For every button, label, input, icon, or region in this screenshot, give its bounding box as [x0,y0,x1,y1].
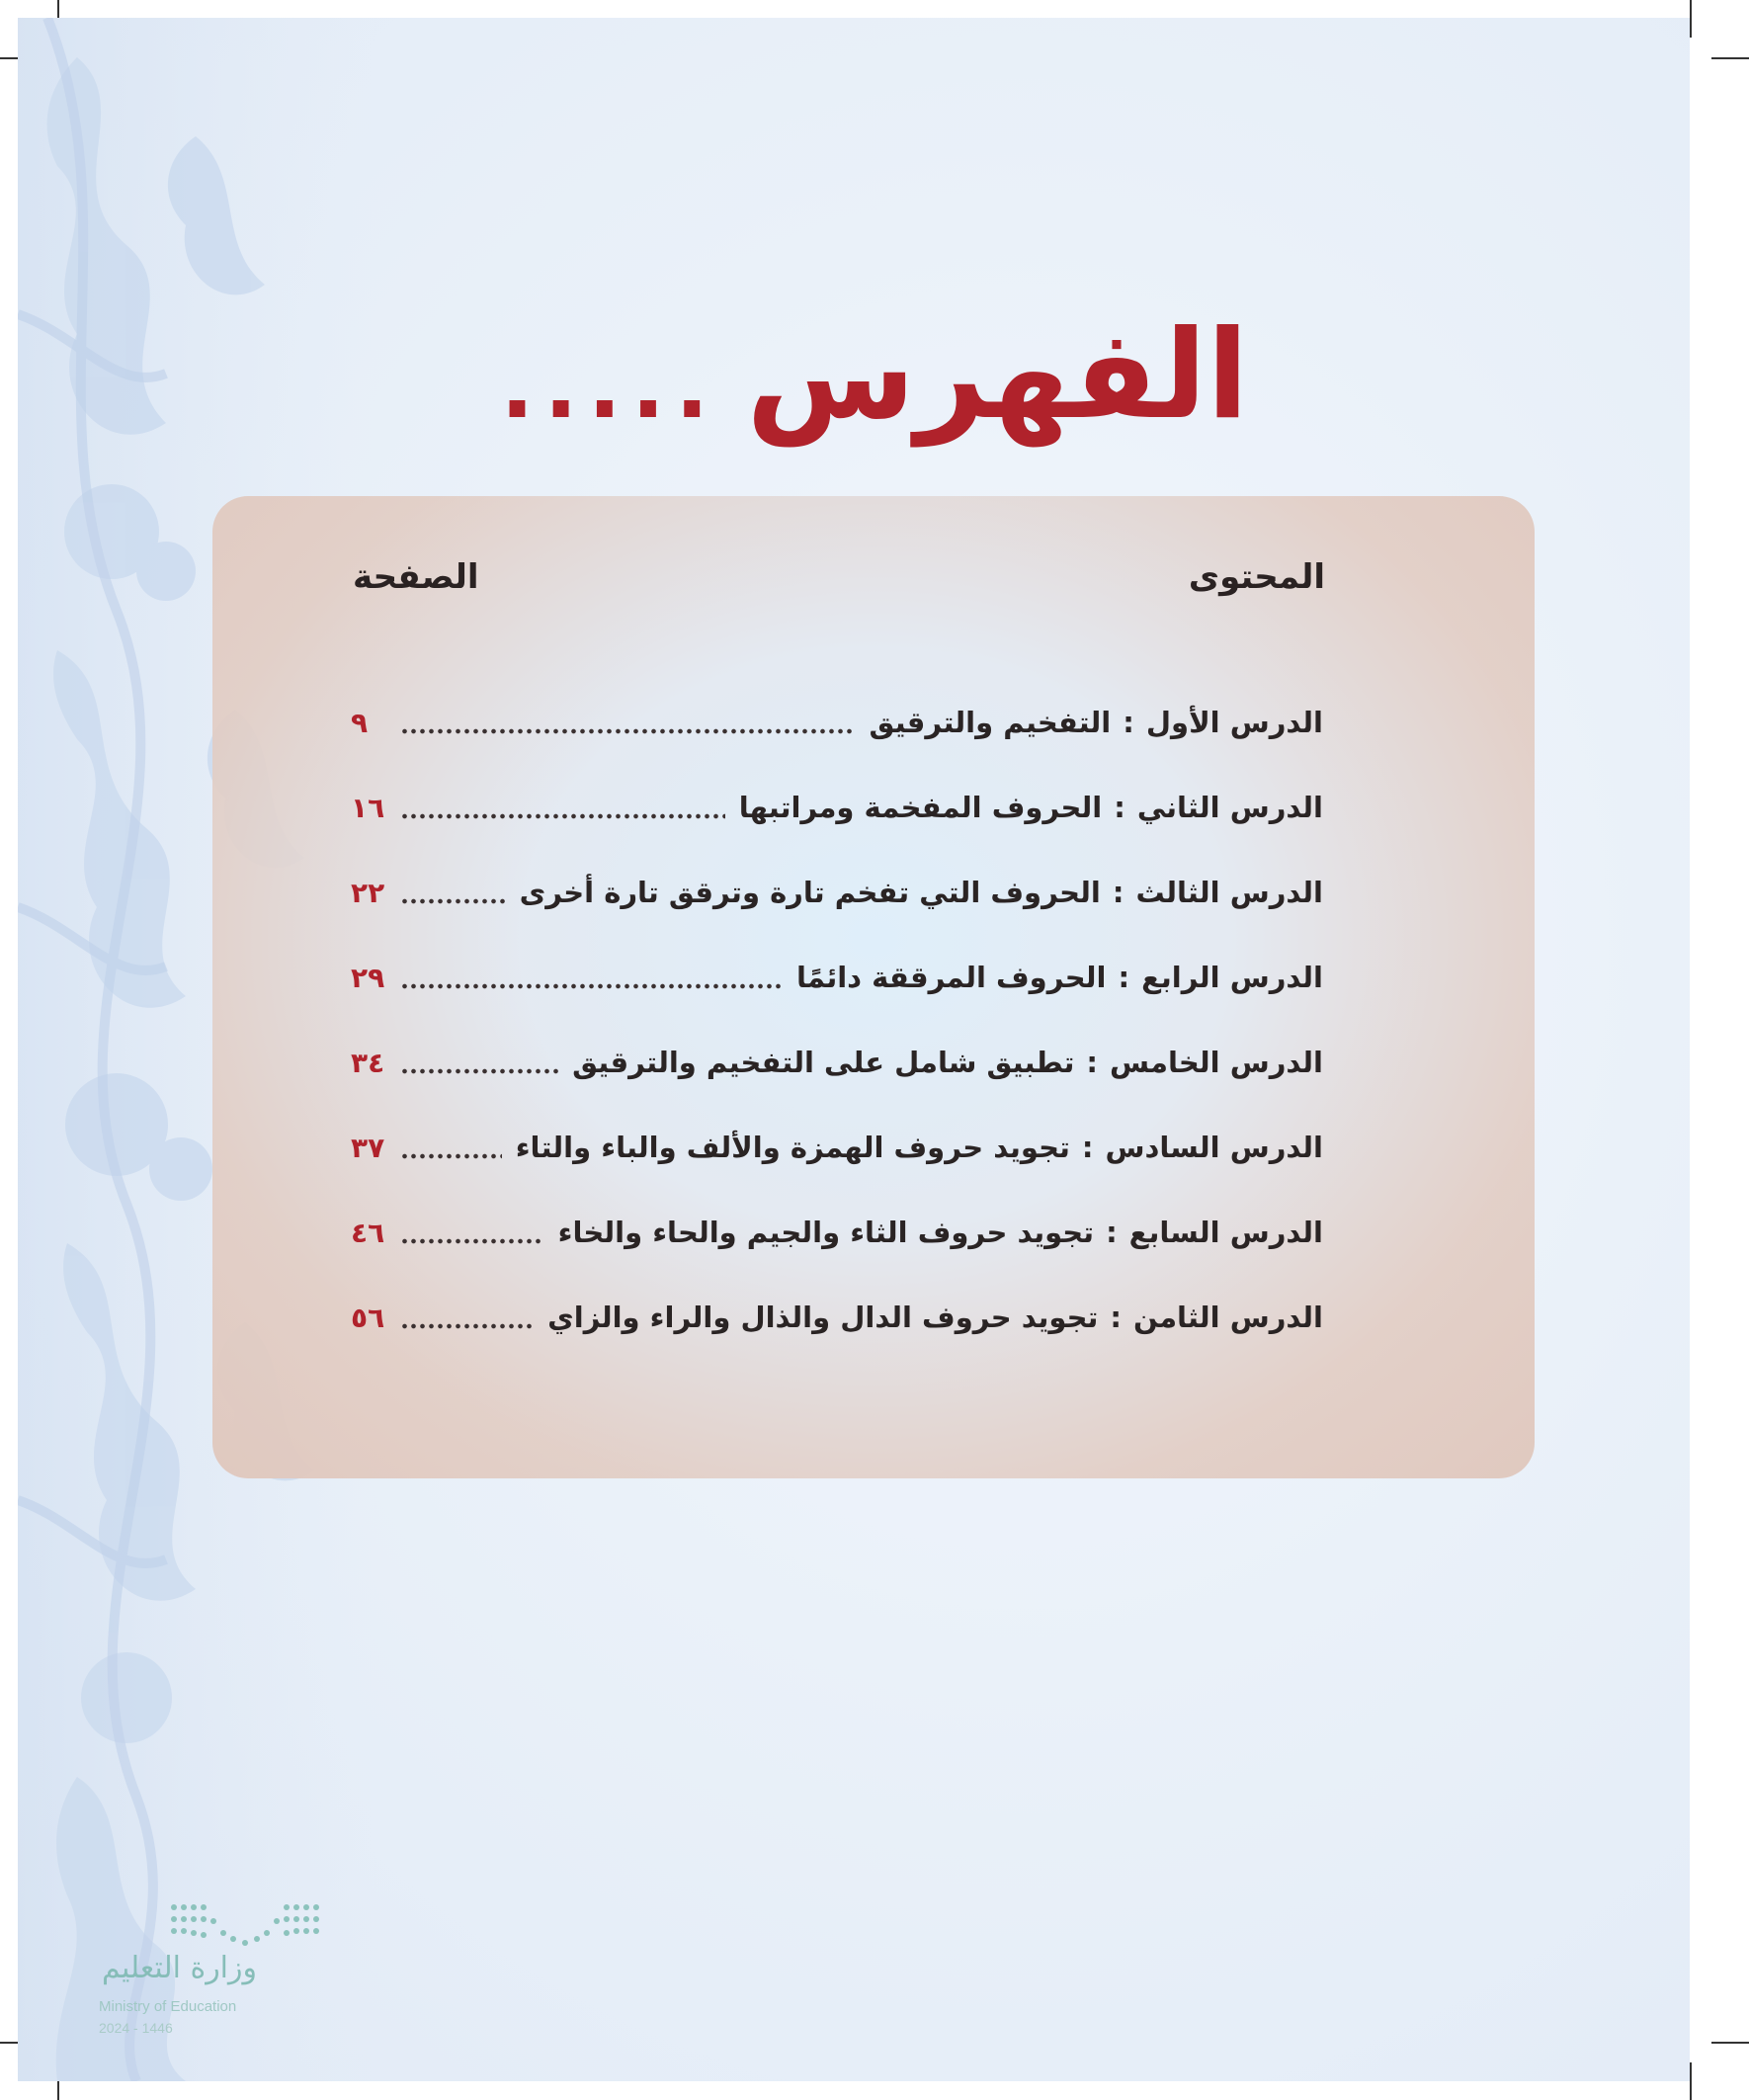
ministry-name-english: Ministry of Education [99,1998,237,2015]
title-dots: ..... [500,335,719,439]
crop-mark [1690,0,1692,38]
lesson-topic: التفخيم والترقيق [869,706,1112,739]
page-number: ١٦ [351,791,385,824]
lesson-topic: الحروف التي تفخم تارة وترقق تارة أخرى [519,876,1101,909]
lesson-topic: تجويد حروف الدال والذال والراء والزاي [547,1301,1099,1334]
content-column-header: المحتوى [1188,557,1325,597]
lesson-label: الدرس السادس [1105,1131,1323,1164]
dot-leader [400,718,855,744]
title-text: الفهرس [746,304,1249,447]
dot-leader [400,888,506,914]
dot-leader [400,1228,544,1254]
dot-leader [400,803,725,829]
ministry-logo [95,1895,352,2044]
separator: : [1123,706,1134,739]
dot-leader [400,1058,558,1084]
separator: : [1106,1216,1118,1249]
separator: : [1112,876,1124,909]
edition-year: 2024 - 1446 [99,2020,173,2036]
dot-leader [400,1143,502,1169]
crop-mark [1690,2062,1692,2100]
separator: : [1081,1131,1094,1164]
toc-entry [351,1039,1323,1086]
ministry-emblem-icon [168,1899,322,1951]
page-number: ٣٤ [351,1046,385,1079]
lesson-label: الدرس الثاني [1136,791,1323,824]
separator: : [1110,1301,1122,1334]
separator: : [1118,961,1130,994]
page-number: ٣٧ [351,1131,385,1164]
crop-mark [1711,2042,1749,2044]
page-number: ٤٦ [351,1216,385,1249]
toc-entry [351,1124,1323,1171]
page-number: ٩ [351,706,369,739]
toc-entry [351,954,1323,1001]
lesson-label: الدرس الثامن [1133,1301,1323,1334]
lesson-topic: تجويد حروف الهمزة والألف والباء والتاء [515,1131,1070,1164]
crop-mark [1711,57,1749,59]
toc-entry [351,869,1323,916]
page-title [0,304,1749,447]
toc-entry [351,784,1323,831]
page-number: ٢٩ [351,961,385,994]
dot-leader [400,1313,534,1339]
lesson-label: الدرس الرابع [1141,961,1323,994]
lesson-topic: تطبيق شامل على التفخيم والترقيق [572,1046,1075,1079]
toc-panel [212,496,1535,1478]
ministry-name-arabic: وزارة التعليم [101,1951,257,1985]
separator: : [1114,791,1125,824]
lesson-label: الدرس الأول [1145,706,1323,739]
page-column-header: الصفحة [353,557,479,597]
lesson-label: الدرس الثالث [1135,876,1323,909]
lesson-label: الدرس السابع [1128,1216,1323,1249]
lesson-topic: الحروف المفخمة ومراتبها [738,791,1103,824]
dot-leader [400,973,783,999]
toc-entry [351,1209,1323,1256]
lesson-topic: تجويد حروف الثاء والجيم والحاء والخاء [557,1216,1095,1249]
lesson-topic: الحروف المرققة دائمًا [796,961,1107,994]
lesson-label: الدرس الخامس [1110,1046,1323,1079]
page-number: ٢٢ [351,876,385,909]
toc-entry [351,1294,1323,1341]
page-number: ٥٦ [351,1301,385,1334]
toc-entry [351,699,1323,746]
separator: : [1086,1046,1099,1079]
